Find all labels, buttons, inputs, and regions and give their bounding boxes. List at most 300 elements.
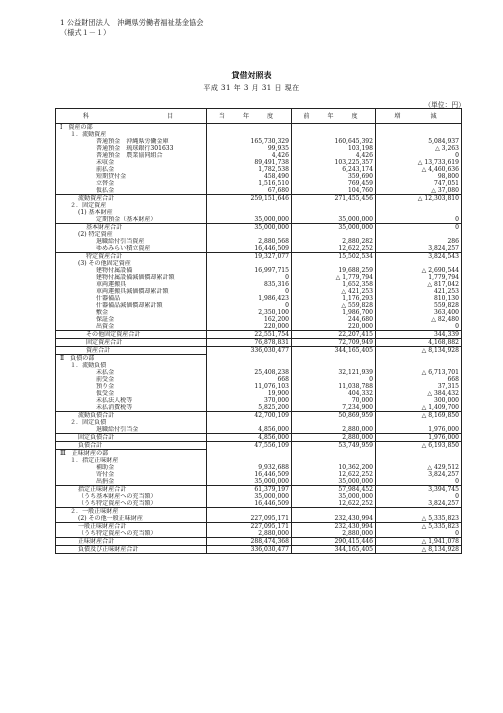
change-cell (376, 131, 462, 138)
table-row (56, 216, 462, 224)
account-cell: ２．固定資産 (56, 202, 207, 209)
table-row (56, 523, 462, 531)
table-row (56, 180, 462, 187)
change-cell: 559,828 (376, 302, 462, 309)
table-row (56, 152, 462, 159)
current-year-cell (207, 260, 292, 267)
previous-year-cell: △ 1,779,794 (292, 274, 376, 281)
account-cell: 出捐金 (56, 478, 207, 486)
table-row (56, 362, 462, 369)
previous-year-cell (292, 209, 376, 216)
account-cell: 流動負債合計 (56, 412, 207, 420)
change-cell: 810,130 (376, 295, 462, 302)
table-row (56, 471, 462, 478)
table-row (56, 390, 462, 397)
table-row (56, 260, 462, 267)
current-year-cell (207, 209, 292, 216)
account-cell: Ⅱ 負債の部 (56, 355, 207, 363)
table-row (56, 546, 462, 554)
current-year-cell: 668 (207, 376, 292, 383)
change-cell: △ 5,335,823 (376, 515, 462, 523)
current-year-cell: 259,151,646 (207, 195, 292, 203)
previous-year-cell: 35,000,000 (292, 216, 376, 224)
change-cell (376, 124, 462, 132)
current-year-cell: 2,880,000 (207, 530, 292, 538)
account-cell: 短期貸付金 (56, 173, 207, 180)
table-row (56, 267, 462, 274)
account-cell: 普通預金 琉球銀行301633 (56, 145, 207, 152)
table-row (56, 486, 462, 494)
change-cell: △ 817,042 (376, 281, 462, 288)
change-cell: 0 (376, 216, 462, 224)
account-cell: （うち特定資産への充当額） (56, 500, 207, 508)
table-row (56, 383, 462, 390)
account-cell: 退職給付引当金 (56, 426, 207, 434)
current-year-cell: 220,000 (207, 323, 292, 331)
change-cell: △ 5,335,823 (376, 523, 462, 531)
change-cell: 37,315 (376, 383, 462, 390)
report-date: 平成 31 年 3 月 31 日 現在 (203, 84, 300, 92)
current-year-cell (207, 508, 292, 516)
table-header-row (56, 109, 462, 124)
current-year-cell: 165,730,329 (207, 138, 292, 145)
account-cell: 保証金 (56, 316, 207, 323)
current-year-cell: 19,327,077 (207, 253, 292, 261)
change-cell: 0 (376, 478, 462, 486)
account-cell: 仮受金 (56, 390, 207, 397)
current-year-cell: 61,379,197 (207, 486, 292, 494)
current-year-cell: 288,474,368 (207, 538, 292, 546)
previous-year-cell: 72,709,949 (292, 339, 376, 347)
table-row (56, 253, 462, 261)
account-cell: 資産合計 (56, 347, 207, 355)
table-row (56, 376, 462, 383)
table-row (56, 355, 462, 363)
current-year-cell (207, 124, 292, 132)
change-cell: 0 (376, 493, 462, 500)
change-cell: 5,084,937 (376, 138, 462, 145)
current-year-cell: 16,997,715 (207, 267, 292, 274)
previous-year-cell: 2,880,282 (292, 238, 376, 245)
account-cell: (2) 特定資産 (56, 231, 207, 238)
table-row (56, 187, 462, 195)
change-cell: △ 8,169,850 (376, 412, 462, 420)
previous-year-cell (292, 231, 376, 238)
column-header-change: 増 減 (376, 109, 462, 124)
change-cell: 0 (376, 152, 462, 159)
account-cell: ゆめみらい積立資産 (56, 245, 207, 253)
change-cell (376, 508, 462, 516)
current-year-cell: 99,935 (207, 145, 292, 152)
table-row (56, 457, 462, 464)
account-cell: 固定資産合計 (56, 339, 207, 347)
previous-year-cell: 103,198 (292, 145, 376, 152)
previous-year-cell: 4,426 (292, 152, 376, 159)
account-cell: 普通預金 農業協同組合 (56, 152, 207, 159)
account-cell: ２．一般正味財産 (56, 508, 207, 516)
previous-year-cell: 12,622,252 (292, 500, 376, 508)
change-cell: 3,824,257 (376, 500, 462, 508)
account-cell: 敷金 (56, 309, 207, 316)
table-row (56, 500, 462, 508)
current-year-cell (207, 131, 292, 138)
current-year-cell (207, 362, 292, 369)
current-year-cell (207, 355, 292, 363)
previous-year-cell (292, 355, 376, 363)
account-cell: 正味財産合計 (56, 538, 207, 546)
previous-year-cell: 70,000 (292, 397, 376, 404)
change-cell: △ 8,134,928 (376, 347, 462, 355)
table-row (56, 245, 462, 253)
table-row (56, 404, 462, 412)
change-cell: 0 (376, 224, 462, 232)
current-year-cell: 458,490 (207, 173, 292, 180)
change-cell: 3,394,745 (376, 486, 462, 494)
account-cell: 負債合計 (56, 442, 207, 450)
account-cell: (1) 基本財産 (56, 209, 207, 216)
previous-year-cell: 2,880,000 (292, 530, 376, 538)
change-cell (376, 202, 462, 209)
account-cell: 建物付属設備減価償却累計額 (56, 274, 207, 281)
current-year-cell: 1,986,423 (207, 295, 292, 302)
table-row (56, 231, 462, 238)
account-cell: 未払消費税等 (56, 404, 207, 412)
account-cell: 仮払金 (56, 187, 207, 195)
previous-year-cell: 12,622,252 (292, 471, 376, 478)
unit-label: （単位：円） (424, 101, 465, 109)
current-year-cell: 4,426 (207, 152, 292, 159)
table-row (56, 195, 462, 203)
current-year-cell: 336,030,477 (207, 347, 292, 355)
previous-year-cell: 35,000,000 (292, 493, 376, 500)
change-cell: △ 429,512 (376, 464, 462, 471)
previous-year-cell: 6,243,174 (292, 166, 376, 173)
previous-year-cell (292, 419, 376, 426)
previous-year-cell: 244,680 (292, 316, 376, 323)
account-cell: 流動資産合計 (56, 195, 207, 203)
balance-sheet-table (55, 108, 462, 554)
table-row (56, 419, 462, 426)
previous-year-cell: 12,622,252 (292, 245, 376, 253)
current-year-cell: 19,900 (207, 390, 292, 397)
current-year-cell: 835,316 (207, 281, 292, 288)
account-cell: 車両運搬具減価償却累計額 (56, 288, 207, 295)
previous-year-cell: 404,332 (292, 390, 376, 397)
current-year-cell: 1,516,510 (207, 180, 292, 187)
change-cell: 1,976,000 (376, 426, 462, 434)
change-cell: △ 6,713,701 (376, 369, 462, 376)
table-row (56, 131, 462, 138)
previous-year-cell: 2,880,000 (292, 434, 376, 442)
current-year-cell: 11,076,103 (207, 383, 292, 390)
current-year-cell: 76,878,831 (207, 339, 292, 347)
account-cell: 車両運搬具 (56, 281, 207, 288)
current-year-cell: 35,000,000 (207, 216, 292, 224)
current-year-cell: 42,700,109 (207, 412, 292, 420)
current-year-cell: 227,095,171 (207, 515, 292, 523)
account-cell: 未払法人税等 (56, 397, 207, 404)
account-cell: (2) その他一般正味財産 (56, 515, 207, 523)
table-row (56, 450, 462, 458)
previous-year-cell: 32,121,939 (292, 369, 376, 376)
previous-year-cell: 290,415,446 (292, 538, 376, 546)
current-year-cell: 0 (207, 274, 292, 281)
previous-year-cell (292, 260, 376, 267)
change-cell: 668 (376, 376, 462, 383)
change-cell: △ 13,733,619 (376, 159, 462, 166)
document-title: 貸借対照表 (231, 70, 272, 80)
current-year-cell: 9,932,688 (207, 464, 292, 471)
change-cell (376, 355, 462, 363)
change-cell: 4,168,882 (376, 339, 462, 347)
previous-year-cell: 220,000 (292, 323, 376, 331)
account-cell: 立替金 (56, 180, 207, 187)
change-cell: 0 (376, 530, 462, 538)
previous-year-cell (292, 362, 376, 369)
table-row (56, 530, 462, 538)
column-header-current-year: 当 年 度 (207, 109, 292, 124)
account-cell: １．流動資産 (56, 131, 207, 138)
previous-year-cell: 0 (292, 376, 376, 383)
previous-year-cell (292, 457, 376, 464)
current-year-cell: 0 (207, 302, 292, 309)
document-header (60, 18, 203, 38)
table-row (56, 238, 462, 245)
change-cell (376, 419, 462, 426)
current-year-cell: 162,200 (207, 316, 292, 323)
table-row (56, 508, 462, 516)
change-cell: 3,824,257 (376, 471, 462, 478)
table-row (56, 202, 462, 209)
current-year-cell (207, 231, 292, 238)
current-year-cell (207, 457, 292, 464)
change-cell: △ 384,432 (376, 390, 462, 397)
previous-year-cell: 11,038,788 (292, 383, 376, 390)
change-cell (376, 260, 462, 267)
previous-year-cell: 7,234,900 (292, 404, 376, 412)
change-cell: △ 3,263 (376, 145, 462, 152)
account-cell: １．流動負債 (56, 362, 207, 369)
current-year-cell: 2,880,568 (207, 238, 292, 245)
previous-year-cell: 344,165,405 (292, 546, 376, 554)
previous-year-cell: 271,455,456 (292, 195, 376, 203)
change-cell: △ 1,941,078 (376, 538, 462, 546)
previous-year-cell: 15,502,534 (292, 253, 376, 261)
change-cell: 3,824,257 (376, 245, 462, 253)
change-cell: 344,339 (376, 331, 462, 339)
change-cell: △ 1,409,700 (376, 404, 462, 412)
table-row (56, 159, 462, 166)
previous-year-cell: 2,880,000 (292, 426, 376, 434)
table-row (56, 295, 462, 302)
change-cell (376, 457, 462, 464)
current-year-cell: 2,350,100 (207, 309, 292, 316)
account-cell: 建物付属設備 (56, 267, 207, 274)
change-cell: 3,824,543 (376, 253, 462, 261)
table-row (56, 412, 462, 420)
table-row (56, 309, 462, 316)
previous-year-cell: 1,176,293 (292, 295, 376, 302)
account-cell: 預り金 (56, 383, 207, 390)
previous-year-cell: 19,688,259 (292, 267, 376, 274)
account-cell: 補助金 (56, 464, 207, 471)
column-header-account: 科 目 (56, 109, 207, 124)
previous-year-cell: 35,000,000 (292, 478, 376, 486)
previous-year-cell: 22,207,415 (292, 331, 376, 339)
change-cell: 1,976,000 (376, 434, 462, 442)
account-cell: （うち特定資産への充当額） (56, 530, 207, 538)
previous-year-cell: 359,690 (292, 173, 376, 180)
current-year-cell: 336,030,477 (207, 546, 292, 554)
change-cell: 98,800 (376, 173, 462, 180)
organization-name: 1 公益財団法人 沖縄県労働者福祉基金協会 (60, 18, 204, 27)
current-year-cell: 25,408,238 (207, 369, 292, 376)
account-cell: 固定負債合計 (56, 434, 207, 442)
table-row (56, 397, 462, 404)
current-year-cell (207, 202, 292, 209)
current-year-cell: 5,825,200 (207, 404, 292, 412)
account-cell: 負債及び正味財産合計 (56, 546, 207, 554)
account-cell: 一般正味財産合計 (56, 523, 207, 531)
previous-year-cell (292, 508, 376, 516)
change-cell: △ 6,193,850 (376, 442, 462, 450)
change-cell: △ 82,480 (376, 316, 462, 323)
table-row (56, 124, 462, 132)
previous-year-cell (292, 202, 376, 209)
current-year-cell (207, 419, 292, 426)
account-cell: 退職給付引当資産 (56, 238, 207, 245)
previous-year-cell: 232,430,994 (292, 523, 376, 531)
table-row (56, 426, 462, 434)
change-cell: 0 (376, 323, 462, 331)
change-cell: 1,779,794 (376, 274, 462, 281)
current-year-cell: 16,446,509 (207, 500, 292, 508)
account-cell: 前受金 (56, 376, 207, 383)
account-cell: 定期預金（基本財産） (56, 216, 207, 224)
previous-year-cell: 104,760 (292, 187, 376, 195)
account-cell: (3) その他固定資産 (56, 260, 207, 267)
current-year-cell: 370,000 (207, 397, 292, 404)
current-year-cell: 35,000,000 (207, 478, 292, 486)
account-cell: １．指定正味財産 (56, 457, 207, 464)
account-cell: 寄付金 (56, 471, 207, 478)
current-year-cell: 89,491,738 (207, 159, 292, 166)
form-number: （様式１－１） (60, 28, 111, 37)
previous-year-cell: 53,749,959 (292, 442, 376, 450)
change-cell: △ 2,690,544 (376, 267, 462, 274)
table-row (56, 302, 462, 309)
table-row (56, 173, 462, 180)
change-cell (376, 209, 462, 216)
account-cell: 指定正味財産合計 (56, 486, 207, 494)
previous-year-cell: 232,430,994 (292, 515, 376, 523)
previous-year-cell: △ 421,253 (292, 288, 376, 295)
previous-year-cell: 160,645,392 (292, 138, 376, 145)
previous-year-cell (292, 450, 376, 458)
account-cell: 前払金 (56, 166, 207, 173)
table-row (56, 464, 462, 471)
previous-year-cell: 103,225,357 (292, 159, 376, 166)
table-body (56, 124, 462, 554)
table-row (56, 281, 462, 288)
change-cell (376, 450, 462, 458)
table-row (56, 478, 462, 486)
current-year-cell: 4,856,000 (207, 426, 292, 434)
table-row (56, 434, 462, 442)
change-cell: 363,400 (376, 309, 462, 316)
account-cell: （うち基本財産への充当額） (56, 493, 207, 500)
current-year-cell: 16,446,509 (207, 245, 292, 253)
previous-year-cell: 57,984,452 (292, 486, 376, 494)
table-row (56, 369, 462, 376)
current-year-cell: 67,680 (207, 187, 292, 195)
current-year-cell: 47,556,109 (207, 442, 292, 450)
change-cell: △ 8,134,928 (376, 546, 462, 554)
change-cell: △ 37,080 (376, 187, 462, 195)
table-row (56, 323, 462, 331)
current-year-cell: 4,856,000 (207, 434, 292, 442)
table-row (56, 138, 462, 145)
table-row (56, 339, 462, 347)
account-cell: 出資金 (56, 323, 207, 331)
table-row (56, 347, 462, 355)
current-year-cell: 16,446,509 (207, 471, 292, 478)
table-row (56, 331, 462, 339)
previous-year-cell: 769,459 (292, 180, 376, 187)
table-row (56, 442, 462, 450)
current-year-cell (207, 450, 292, 458)
change-cell: 421,253 (376, 288, 462, 295)
account-cell: 什器備品 (56, 295, 207, 302)
account-cell: その他固定資産合計 (56, 331, 207, 339)
current-year-cell: 227,095,171 (207, 523, 292, 531)
previous-year-cell (292, 124, 376, 132)
previous-year-cell: 344,165,405 (292, 347, 376, 355)
account-cell: 普通預金 沖縄県労働金庫 (56, 138, 207, 145)
previous-year-cell: 50,869,959 (292, 412, 376, 420)
account-cell: 什器備品減価償却累計額 (56, 302, 207, 309)
change-cell (376, 231, 462, 238)
account-cell: 未払金 (56, 369, 207, 376)
account-cell: ２．固定負債 (56, 419, 207, 426)
current-year-cell: 35,000,000 (207, 493, 292, 500)
account-cell: 特定資産合計 (56, 253, 207, 261)
table-row (56, 145, 462, 152)
table-row (56, 209, 462, 216)
account-cell: Ⅲ 正味財産の部 (56, 450, 207, 458)
change-cell: △ 12,303,810 (376, 195, 462, 203)
table-row (56, 538, 462, 546)
table-row (56, 493, 462, 500)
previous-year-cell: △ 559,828 (292, 302, 376, 309)
current-year-cell: 0 (207, 288, 292, 295)
change-cell: 286 (376, 238, 462, 245)
table-row (56, 274, 462, 281)
previous-year-cell: 1,986,700 (292, 309, 376, 316)
previous-year-cell: 10,362,200 (292, 464, 376, 471)
account-cell: 未収金 (56, 159, 207, 166)
change-cell (376, 362, 462, 369)
previous-year-cell (292, 131, 376, 138)
current-year-cell: 1,782,538 (207, 166, 292, 173)
account-cell: 基本財産合計 (56, 224, 207, 232)
current-year-cell: 22,551,754 (207, 331, 292, 339)
table-row (56, 316, 462, 323)
table-row (56, 224, 462, 232)
column-header-previous-year: 前 年 度 (292, 109, 376, 124)
change-cell: 747,051 (376, 180, 462, 187)
previous-year-cell: 1,652,358 (292, 281, 376, 288)
